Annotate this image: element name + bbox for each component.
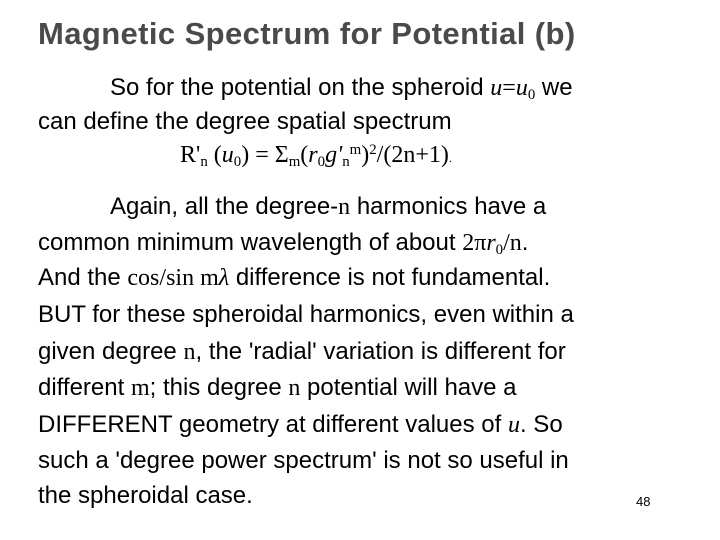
- paragraph-2-line-4: BUT for these spheroidal harmonics, even within a: [38, 301, 574, 328]
- formula-g-sub: n: [342, 154, 350, 171]
- text-fragment: potential will have a: [300, 374, 517, 401]
- text-fragment: .: [521, 229, 529, 256]
- paragraph-2-line-6: [38, 372, 517, 404]
- formula-sigma-sub: m: [288, 154, 301, 171]
- formula-r-sub: 0: [317, 154, 326, 171]
- symbol-n: n: [183, 339, 196, 365]
- symbol-u: u: [507, 412, 520, 438]
- formula-u: u: [221, 142, 234, 168]
- formula-dot: .: [448, 151, 452, 165]
- symbol-cos-sin-m: cos/sin m: [127, 265, 219, 291]
- subscript-0: 0: [495, 242, 504, 259]
- text-fragment: ; this degree: [149, 374, 289, 401]
- formula-mid: ) =: [241, 142, 275, 168]
- formula-square: 2: [369, 141, 377, 158]
- text-fragment: common minimum wavelength of about: [38, 229, 463, 256]
- symbol-2pi: 2π: [462, 230, 487, 256]
- formula-paren-open: (: [300, 142, 309, 168]
- paragraph-2-line-5: [38, 336, 566, 368]
- symbol-over-n: /n: [503, 230, 522, 256]
- formula-sigma: Σ: [274, 142, 289, 168]
- text-fragment: , the 'radial' variation is different for: [195, 338, 566, 365]
- subscript-0: 0: [527, 87, 536, 104]
- paragraph-1-line-2: can define the degree spatial spectrum: [38, 108, 452, 135]
- paragraph-2-line-2: [38, 227, 528, 259]
- text-fragment: we: [535, 74, 573, 101]
- text-fragment: difference is not fundamental.: [229, 264, 551, 291]
- symbol-n: n: [288, 375, 301, 401]
- formula-open: (: [207, 142, 222, 168]
- symbol-n: n: [338, 194, 351, 220]
- formula-divide: /(2n+1): [376, 142, 449, 168]
- symbol-lambda: λ: [218, 265, 230, 291]
- text-fragment: harmonics have a: [350, 193, 547, 220]
- formula-g: g': [325, 142, 343, 168]
- paragraph-2-line-3: [38, 262, 550, 294]
- text-fragment: Again, all the degree-: [110, 193, 339, 220]
- text-fragment: And the: [38, 264, 128, 291]
- paragraph-2-line-1: [110, 191, 546, 223]
- paragraph-2-line-7: [38, 409, 563, 441]
- paragraph-1-line-1: [110, 72, 573, 104]
- text-fragment: . So: [519, 411, 563, 438]
- equals-sign: =: [502, 75, 516, 101]
- page-number: 48: [636, 494, 651, 509]
- paragraph-2-line-8: such a 'degree power spectrum' is not so useful in: [38, 447, 569, 474]
- formula-g-sup: m: [349, 141, 362, 158]
- variable-u: u: [490, 75, 503, 101]
- symbol-r: r: [486, 230, 496, 256]
- text-fragment: DIFFERENT geometry at different values of: [38, 411, 508, 438]
- text-fragment: So for the potential on the spheroid: [110, 74, 491, 101]
- symbol-m: m: [130, 375, 150, 401]
- formula-R-sub: n: [200, 154, 208, 171]
- variable-u0: u: [515, 75, 528, 101]
- paragraph-2-line-9: the spheroidal case.: [38, 482, 253, 509]
- text-fragment: different: [38, 374, 131, 401]
- formula-R: R': [180, 142, 201, 168]
- text-fragment: given degree: [38, 338, 184, 365]
- formula-r: r: [308, 142, 318, 168]
- spectrum-formula: [180, 140, 452, 173]
- formula-u-sub: 0: [233, 154, 242, 171]
- slide-title: Magnetic Spectrum for Potential (b): [38, 16, 576, 51]
- formula-paren-close: ): [361, 142, 370, 168]
